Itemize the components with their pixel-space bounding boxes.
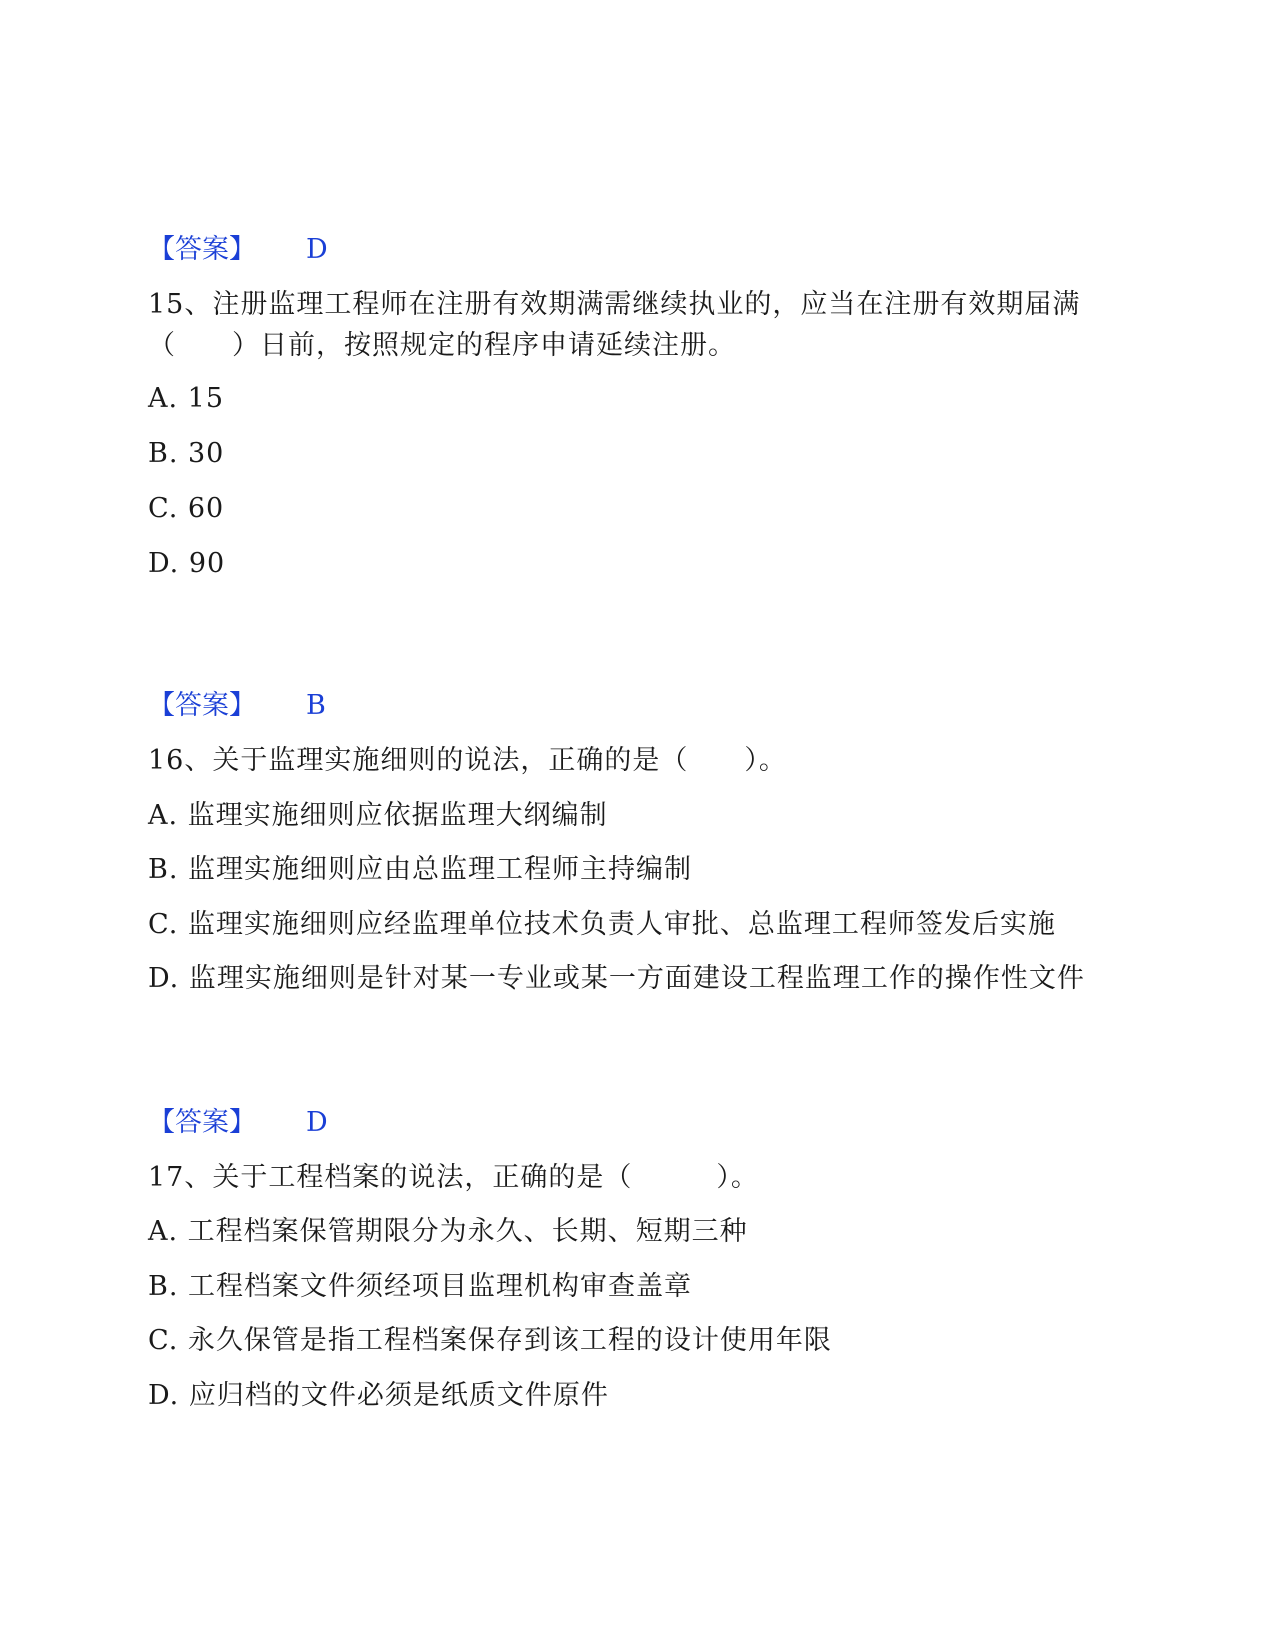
answer-label: 【答案】 — [148, 1107, 256, 1138]
answer-row — [148, 688, 326, 724]
answer-value: D — [306, 1107, 328, 1138]
option-a: A. 监理实施细则应依据监理大纲编制 — [148, 800, 608, 831]
answer-label: 【答案】 — [148, 234, 256, 265]
option-c: C. 监理实施细则应经监理单位技术负责人审批、总监理工程师签发后实施 — [148, 909, 1056, 940]
option-a: A. 15 — [148, 383, 225, 414]
option-a: A. 工程档案保管期限分为永久、长期、短期三种 — [148, 1216, 748, 1247]
question-text: 17、关于工程档案的说法，正确的是（ ）。 — [148, 1162, 759, 1193]
answer-label: 【答案】 — [148, 690, 256, 721]
option-b: B. 30 — [148, 438, 225, 469]
option-d: D. 监理实施细则是针对某一专业或某一方面建设工程监理工作的操作性文件 — [148, 963, 1085, 994]
option-b: B. 工程档案文件须经项目监理机构审查盖章 — [148, 1271, 693, 1302]
answer-row — [148, 1105, 328, 1141]
option-c: C. 永久保管是指工程档案保存到该工程的设计使用年限 — [148, 1325, 832, 1356]
question-text: 16、关于监理实施细则的说法，正确的是（ ）。 — [148, 745, 787, 776]
question-text: 15、注册监理工程师在注册有效期满需继续执业的，应当在注册有效期届满 — [148, 289, 1081, 320]
question-text-continued: （ ）日前，按照规定的程序申请延续注册。 — [148, 330, 736, 361]
answer-value: B — [306, 690, 326, 721]
answer-row — [148, 232, 328, 268]
answer-value: D — [306, 234, 328, 265]
option-d: D. 应归档的文件必须是纸质文件原件 — [148, 1380, 609, 1411]
option-b: B. 监理实施细则应由总监理工程师主持编制 — [148, 854, 693, 885]
option-c: C. 60 — [148, 493, 225, 524]
option-d: D. 90 — [148, 548, 226, 579]
